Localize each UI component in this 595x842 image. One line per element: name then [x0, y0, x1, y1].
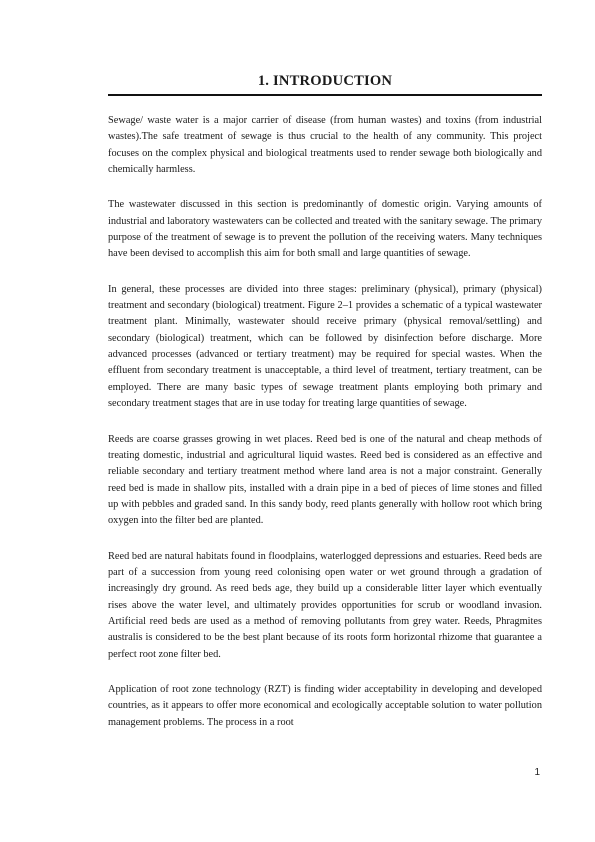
- heading-underline: [108, 94, 542, 96]
- paragraph-2: The wastewater discussed in this section is predominantly of domestic origin. Varying amounts of industrial and laboratory wastewaters can be collected and treated with the sanitary sewage. The primary purpose of the treatment of sewage is to prevent the pollution of the receiving waters. Many techniques have been devised to accomplish this aim for both small and large quantities of sewage.: [108, 199, 542, 260]
- section-heading: 1. INTRODUCTION: [257, 73, 393, 89]
- paragraph-5: Reed bed are natural habitats found in floodplains, waterlogged depressions and estuaries. Reed beds are part of a succession from young reed colonising open water or wet ground through a gradation of increasingly dry ground. As reed beds age, they build up a considerable litter layer which eventually rises above the water level, and ultimately provides opportunities for scrub or woodland invasion. Artificial reed beds are used as a method of removing pollutants from grey water. Reeds, Phragmites australis is considered to be the best plant because of its roots form horizontal rhizome that guarantee a perfect root zone filter bed.: [108, 550, 542, 660]
- paragraph-6: Application of root zone technology (RZT) is finding wider acceptability in developing and developed countries, as it appears to offer more economical and ecologically acceptable solution to water pollution management problems. The process in a root: [108, 683, 542, 728]
- paragraph-3: In general, these processes are divided into three stages: preliminary (physical), primary (physical) treatment and secondary (biological) treatment. Figure 2–1 provides a schematic of a typical wastewater treatment plant. Minimally, wastewater should receive primary (physical removal/settling) and secondary (biological) treatment, which can be followed by disinfection before discharge. More advanced processes (advanced or tertiary treatment) may be required for special wastes. When the effluent from secondary treatment is unacceptable, a third level of treatment, tertiary treatment, can be employed. There are many basic types of sewage treatment plants employing both primary and secondary treatment stages that are in use today for treating large quantities of sewage.: [108, 283, 542, 410]
- paragraph-1: Sewage/ waste water is a major carrier of disease (from human wastes) and toxins (from industrial wastes).The safe treatment of sewage is thus crucial to the health of any community. This project focuses on the complex physical and biological treatments used to render sewage both biologically and chemically harmless.: [108, 115, 542, 176]
- page-number: 1: [534, 767, 540, 778]
- paragraph-4: Reeds are coarse grasses growing in wet places. Reed bed is one of the natural and cheap methods of treating domestic, industrial and agricultural liquid wastes. Reed bed is considered as an effective and reliable secondary and tertiary treatment method where land area is not a major constraint. Generally reed bed is made in shallow pits, installed with a drain pipe in a bed of pieces of lime stones and filled up with pebbles and graded sand. In this sandy body, reed plants generally with hollow root which bring oxygen into the filter bed are planted.: [108, 433, 542, 527]
- body-text: [108, 113, 542, 750]
